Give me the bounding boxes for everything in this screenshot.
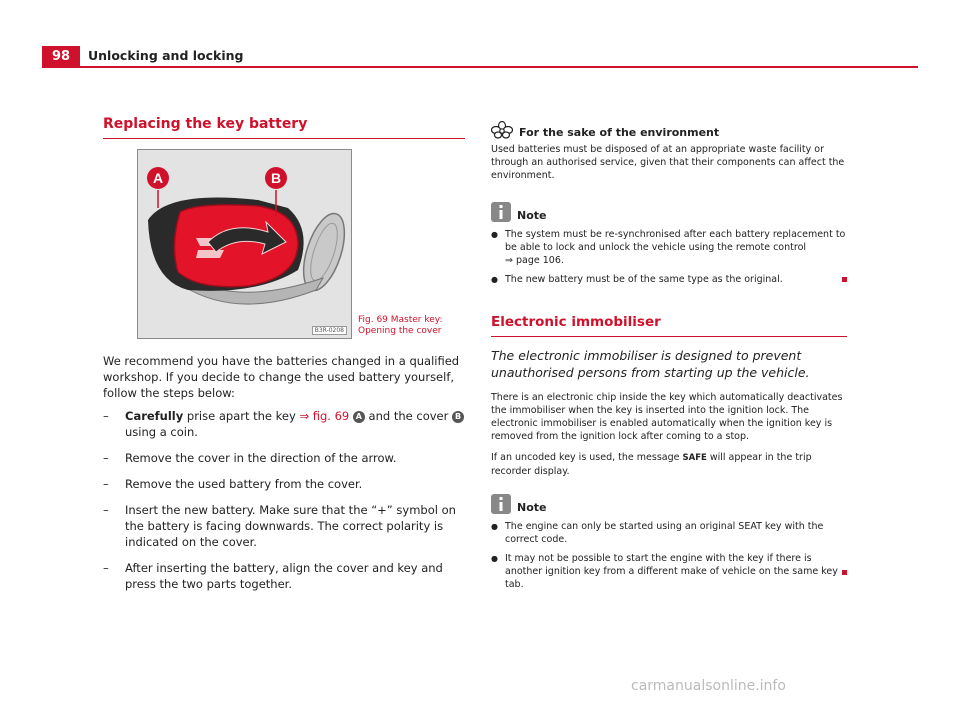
- step-text: Remove the cover in the direction of the arrow.: [125, 451, 397, 465]
- step-text: and the cover: [364, 409, 452, 423]
- note-bullet: ● The engine can only be started using an original SEAT key with the correct code.: [491, 520, 847, 546]
- dash: –: [103, 503, 109, 517]
- step-bold: Carefully: [125, 409, 184, 423]
- steps-list: [103, 408, 465, 602]
- immobiliser-heading: [491, 314, 847, 337]
- step-text: Remove the used battery from the cover.: [125, 477, 363, 491]
- chapter-title: Unlocking and locking: [88, 48, 244, 63]
- step-text: After inserting the battery, align the cover and key and press the two parts together.: [125, 561, 443, 591]
- figure-caption: [358, 315, 458, 337]
- note-title: Note: [517, 209, 547, 222]
- flower-icon: [491, 121, 513, 139]
- paragraph-text: will appear in the trip recorder display.: [491, 452, 812, 477]
- figure-code: B3R-0208: [312, 326, 347, 335]
- note-bullet: [491, 552, 847, 591]
- badge-a: A: [353, 411, 365, 423]
- right-column: [491, 121, 847, 591]
- step-item: [103, 450, 465, 466]
- paragraph-text: If an uncoded key is used, the message: [491, 452, 683, 463]
- bullet-text: ● The new battery must be of the same type as the original.: [505, 274, 783, 285]
- header-rule: [80, 66, 918, 68]
- section-title: Electronic immobiliser: [491, 314, 661, 330]
- environment-text: Used batteries must be disposed of at an appropriate waste facility or through an authorised service, given that their components can affect the environment.: [491, 144, 845, 181]
- dash: –: [103, 477, 109, 491]
- section-title: Replacing the key battery: [103, 116, 308, 132]
- caption-line-2: Opening the cover: [358, 326, 442, 336]
- immobiliser-paragraph: There is an electronic chip inside the key which automatically deactivates the immobiliser when the key is inserted into the ignition lock. The electronic immobiliser is enabled automatically when the ignition key is removed from the ignition lock after coming to a stop.: [491, 392, 843, 442]
- figure-label-a: A: [152, 170, 164, 186]
- left-section-heading: [103, 116, 465, 139]
- key-illustration: [138, 150, 351, 338]
- badge-b: B: [452, 411, 464, 423]
- dash: –: [103, 451, 109, 465]
- note-heading: [491, 494, 847, 514]
- key-figure: [137, 149, 352, 339]
- note-heading: [491, 202, 847, 222]
- figure-link[interactable]: ⇒ fig. 69: [299, 409, 350, 423]
- info-icon: [491, 494, 511, 514]
- figure-label-b: B: [270, 170, 282, 186]
- note-title: Note: [517, 501, 547, 514]
- immobiliser-subtitle: The electronic immobiliser is designed to prevent unauthorised persons from starting up the vehicle.: [491, 348, 810, 380]
- step-text: Insert the new battery. Make sure that the “+” symbol on the battery is facing downwards. The correct polarity is indicated on the cover.: [125, 503, 456, 549]
- intro-paragraph: We recommend you have the batteries changed in a qualified workshop. If you decide to change the used battery yourself, follow the steps below:: [103, 354, 460, 400]
- immobiliser-paragraph: [491, 451, 847, 478]
- watermark: carmanualsonline.info: [631, 678, 786, 694]
- note-bullet: [491, 273, 847, 286]
- page-header: [42, 46, 918, 68]
- info-icon: [491, 202, 511, 222]
- end-marker: [842, 277, 847, 282]
- page-number: 98: [42, 46, 80, 68]
- step-item: [103, 408, 465, 440]
- bullet-text: ● It may not be possible to start the engine with the key if there is another ignition key from a different make of vehicle on the same key tab.: [505, 553, 838, 590]
- environment-heading: [491, 121, 847, 139]
- step-item: [103, 560, 465, 592]
- section-rule: [103, 138, 465, 139]
- safe-message: SAFE: [682, 453, 707, 463]
- end-marker: [842, 570, 847, 575]
- bullet-text: The system must be re-synchronised after each battery replacement to be able to lock and unlock the vehicle using the remote control: [505, 229, 846, 253]
- note-bullet: [491, 228, 847, 267]
- step-text: prise apart the key: [183, 409, 300, 423]
- page-link[interactable]: ⇒ page 106.: [505, 255, 564, 266]
- step-text: using a coin.: [125, 425, 198, 439]
- step-item: [103, 476, 465, 492]
- caption-line-1: Fig. 69 Master key:: [358, 315, 443, 325]
- section-rule: [491, 336, 847, 337]
- dash: –: [103, 409, 109, 423]
- environment-title: For the sake of the environment: [519, 126, 720, 139]
- dash: –: [103, 561, 109, 575]
- step-item: [103, 502, 465, 550]
